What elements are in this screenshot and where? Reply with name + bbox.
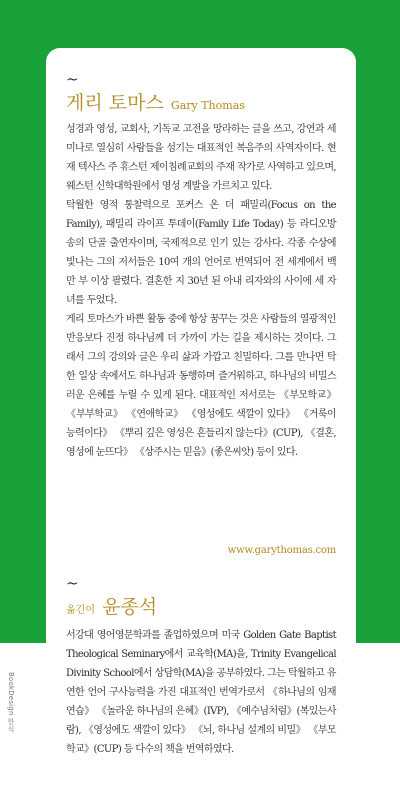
author-website-link[interactable]: www.garythomas.com	[227, 545, 336, 556]
translator-biography: 서강대 영어영문학과를 졸업하였으며 미국 Golden Gate Baptist Theological Seminary에서 교육학(MA)을, Trinity Evangelical Divinity School에서 상담학(MA)을 공부하였다. 그는 탁월하고 유연한 언어 구사능력을 가진 대표적인 번역가로서 《하나님의 임재 연습》 《놀라운 하나님의 은혜》(IVP), 《예수님처럼》(복있는사람), 《영성에도 색깔이 있다》 《뇌, 하나님 설계의 비밀》 《부모학교》(CUP) 등 다수의 책을 번역하였다.	[66, 630, 336, 755]
translator-name: 윤종석	[102, 596, 158, 618]
tilde-ornament-icon-2: ~	[66, 574, 79, 592]
book-design-credit: BookDesign 한식	[7, 672, 15, 733]
author-heading	[66, 88, 245, 115]
author-name-korean: 게리 토마스	[66, 92, 164, 114]
translator-heading	[66, 592, 157, 619]
author-biography: 성경과 영성, 교회사, 기독교 고전을 망라하는 글을 쓰고, 강연과 세미나로 열심히 사람들을 섬기는 대표적인 복음주의 사역자이다. 현재 텍사스 주 휴스턴 제이침례교회의 주재 작가로 사역하고 있으며, 웨스턴 신학대학원에서 영성 계발을 가르치고 있다. 탁월한 영적 통찰력으로 포커스 온 더 패밀리(Focus on the Family), 패밀리 라이프 투데이(Family Life Today) 등 라디오방송의 단골 출연자이며, 국제적으로 인기 있는 강사다. 각종 수상에 빛나는 그의 저서들은 10여 개의 언어로 번역되어 전 세계에서 백만 부 이상 팔렸다. 결혼한 지 30년 된 아내 리자와의 사이에 세 자녀를 두었다. 게리 토마스가 바쁜 활동 중에 항상 꿈꾸는 것은 사람들의 열광적인 반응보다 진정 하나님께 더 가까이 가는 길을 제시하는 것이다. 그래서 그의 강의와 글은 우리 삶과 가깝고 친밀하다. 그를 만나면 탁한 일상 속에서도 하나님과 동행하며 즐거워하고, 하나님의 비밀스러운 은혜를 누릴 수 있게 된다. 대표적인 저서로는 《부모학교》 《부부학교》 《연애학교》 《영성에도 색깔이 있다》 《거룩이 능력이다》 《뿌리 깊은 영성은 흔들리지 않는다》(CUP), 《결혼, 영성에 눈뜨다》 《상주시는 믿음》(좋은씨앗) 등이 있다.	[66, 124, 336, 458]
author-name-english: Gary Thomas	[170, 99, 245, 112]
tilde-ornament-icon: ~	[66, 70, 79, 88]
translator-prefix-label: 옮긴이	[66, 605, 95, 616]
author-info-card	[46, 48, 356, 810]
